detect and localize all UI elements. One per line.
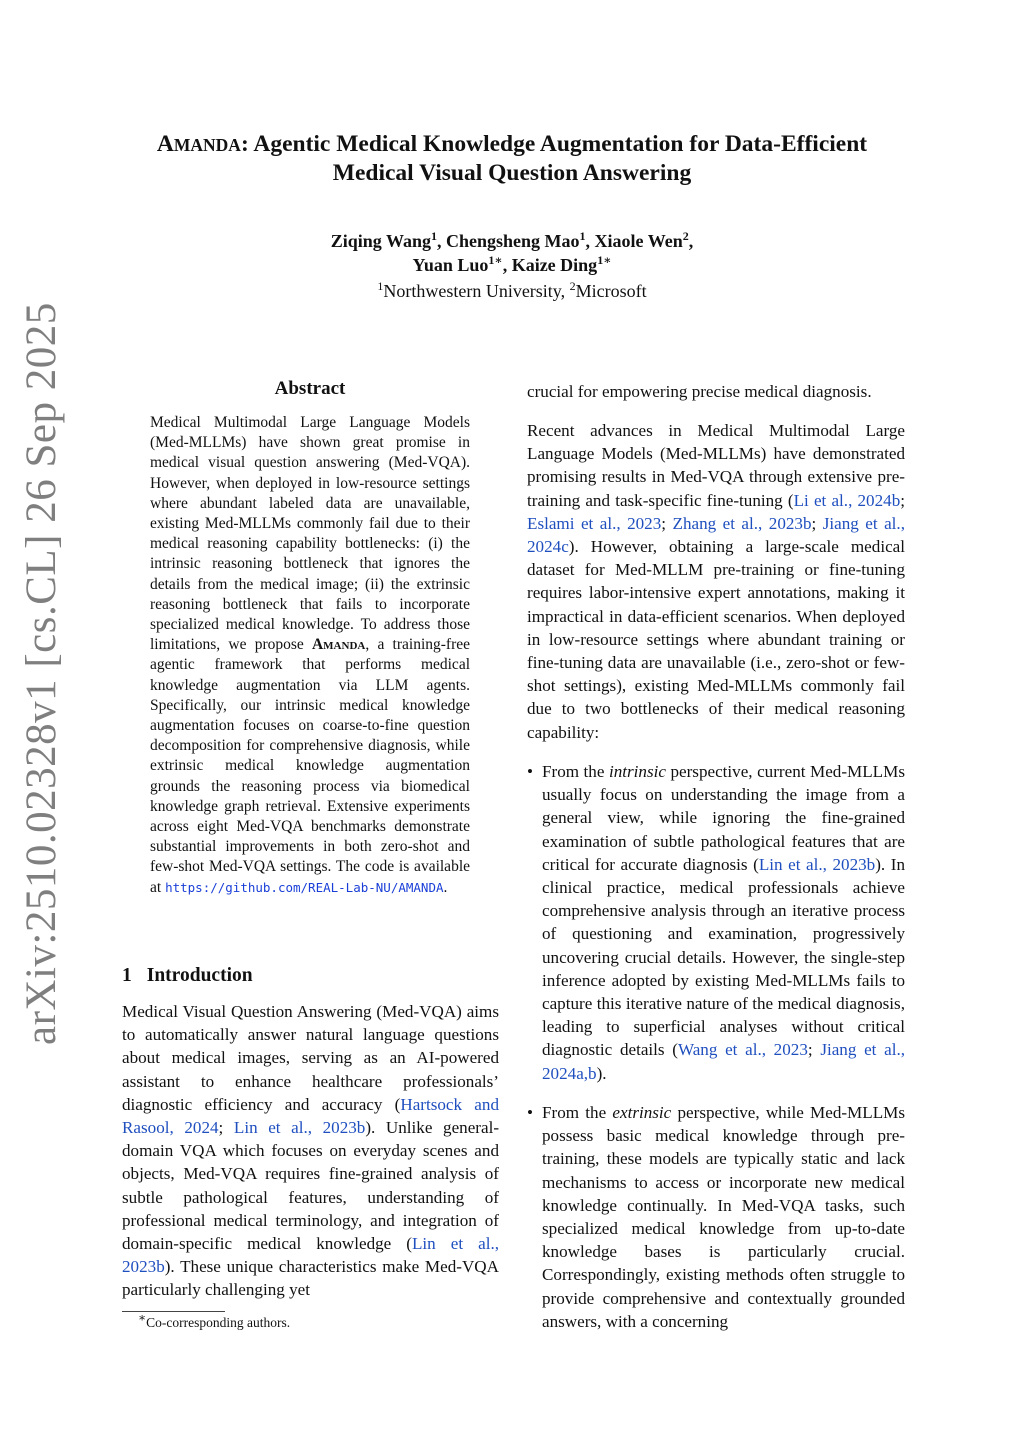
affiliation-mark: 2 (569, 279, 576, 293)
body-text: ; (807, 1040, 821, 1060)
section-heading-introduction (122, 965, 253, 987)
body-text: From the (542, 762, 609, 781)
citation-link[interactable]: Zhang et al., 2023b (672, 513, 812, 533)
abstract-heading: Abstract (274, 378, 346, 399)
body-text: perspective, current Med-MLLMs usually focus on understanding the image from a general view, while ignoring the fine-grained examination of subtle pathological features that are critical for accurate diagnosis ( (542, 762, 905, 874)
body-text: ; (811, 513, 823, 533)
section-title: Introduction (146, 965, 253, 986)
title-name-initial: A (156, 131, 174, 157)
author-name: Xiaole Wen (594, 231, 683, 251)
affiliation-name: Microsoft (575, 281, 647, 301)
citation-link[interactable]: Lin et al., 2023b (233, 1118, 366, 1138)
paper-title (110, 130, 914, 187)
section-number: 1 (122, 965, 132, 986)
method-name: Amanda (311, 636, 366, 654)
body-text: Recent advances in Medical Multimodal Large Language Models (Med-MLLMs) have demonstrated promising results in Med-VQA through extensive pre-training and task-specific fine-tuning ( (527, 421, 905, 510)
body-text: ). However, obtaining a large-scale medical dataset for Med-MLLM pre-training or fine-tuning requires labor-intensive expert annotations, making it impractical in data-efficient scenarios. When deployed in low-resource settings where abundant training or fine-tuning data are unavailable (i.e., zero-shot or few-shot settings), existing Med-MLLMs commonly fail due to two bottlenecks of their medical reasoning capability: (527, 537, 905, 742)
citation-link[interactable]: Jiang et al., 2024a,b (542, 1040, 905, 1083)
author-name: Chengsheng Mao (446, 231, 580, 251)
footnote (138, 1310, 291, 1331)
citation-link[interactable]: Lin et al., 2023b (122, 1234, 499, 1277)
affiliation-mark: 1 (431, 229, 438, 243)
emphasis-text: intrinsic (608, 762, 666, 781)
affiliation-mark: 1 (377, 279, 384, 293)
abstract-body (150, 413, 470, 898)
author-name: Ziqing Wang (330, 231, 432, 251)
citation-link[interactable]: Eslami et al., 2023 (527, 513, 662, 533)
bullet-marker: • (527, 1103, 533, 1122)
footnote-mark: ∗ (138, 1310, 147, 1325)
bullet-text (542, 1101, 905, 1333)
continued-paragraph: crucial for empowering precise medical diagnosis. (527, 382, 872, 401)
abstract-text: . (443, 878, 448, 896)
body-text: ; (661, 513, 673, 533)
body-text: ). In clinical practice, medical professionals achieve comprehensive analysis through an iterative process of questioning and examination, progressively uncovering crucial details. However, the single-step inference adopted by existing Med-MLLMs fails to capture this iterative nature of the medical diagnosis, leading to superficial analyses without critical diagnostic details ( (542, 854, 906, 1060)
body-text: ). Unlike general-domain VQA which focuses on everyday scenes and objects, Med-VQA requires fine-grained analysis of subtle pathological features, understanding of professional medical terminology, and integration of domain-specific medical knowledge ( (122, 1118, 500, 1254)
title-line1: : Agentic Medical Knowledge Augmentation for Data-Efficient (240, 131, 868, 157)
affiliation-mark: 1∗ (488, 253, 503, 267)
author-name: Kaize Ding (511, 255, 598, 275)
citation-link[interactable]: Jiang et al., 2024c (527, 513, 905, 557)
introduction-paragraph (122, 1000, 499, 1302)
affiliation-mark: 2 (682, 229, 689, 243)
code-repository-link[interactable]: https://github.com/REAL-Lab-NU/AMANDA (165, 879, 444, 895)
affiliation-mark: 1 (579, 229, 586, 243)
abstract-text: , a training-free agentic framework that performs medical knowledge augmentation via LLM agents. Specifically, our intrinsic medical knowledge augmentation focuses on coarse-to-fine question decomposition for comprehensive diagnosis, while extrinsic medical knowledge augmentation grounds the reasoning process via biomedical knowledge graph retrieval. Extensive experiments across eight Med-VQA benchmarks demonstrate substantial improvements in both zero-shot and few-shot Med-VQA settings. The code is available at (150, 636, 470, 896)
title-line2: Medical Visual Question Answering (332, 160, 692, 186)
body-text: ; (900, 490, 905, 510)
body-text: ). (596, 1063, 607, 1083)
citation-link[interactable]: Li et al., 2024b (793, 490, 901, 510)
citation-link[interactable]: Hartsock and Rasool, 2024 (122, 1094, 499, 1138)
affiliation-mark: 1∗ (597, 253, 612, 267)
related-work-paragraph (527, 419, 905, 744)
emphasis-text: extrinsic (612, 1103, 672, 1122)
affiliation-name: Northwestern University, (383, 281, 570, 301)
citation-link[interactable]: Lin et al., 2023b (758, 854, 876, 874)
affiliations (210, 279, 814, 303)
footnote-text: Co-corresponding authors. (146, 1315, 291, 1330)
arxiv-identifier-stamp: arXiv:2510.02328v1 [cs.CL] 26 Sep 2025 (18, 302, 65, 1045)
abstract-text: Medical Multimodal Large Language Models (Med-MLLMs) have shown great promise in medical visual question answering (Med-VQA). However, when deployed in low-resource settings where abundant labeled data are unavailable, existing Med-MLLMs commonly fail due to their medical reasoning capability bottlenecks: (i) the intrinsic reasoning bottleneck that ignores the details from the medical image; (ii) the extrinsic reasoning bottleneck that fails to incorporate specialized medical knowledge. To address those limitations, we propose (150, 414, 470, 654)
title-name-rest: MANDA (173, 135, 241, 155)
bullet-text (542, 760, 905, 1085)
body-text: ; (218, 1118, 234, 1138)
body-text: ). These unique characteristics make Med-VQA particularly challenging yet (122, 1257, 499, 1300)
body-text: From the (542, 1103, 613, 1122)
bullet-marker: • (527, 762, 533, 781)
citation-link[interactable]: Wang et al., 2023 (677, 1040, 808, 1060)
author-name: Yuan Luo (412, 255, 489, 275)
body-text: perspective, while Med-MLLMs possess basic medical knowledge through pre-training, these models are typically static and lack mechanisms to access or incorporate new medical knowledge continually. In Med-VQA tasks, such specialized medical knowledge from up-to-date knowledge bases is particularly crucial. Correspondingly, existing methods often struggle to provide comprehensive and contextually grounded answers, with a concerning (542, 1103, 905, 1331)
body-text: Medical Visual Question Answering (Med-VQA) aims to automatically answer natural language questions about medical images, serving as an AI-powered assistant to enhance healthcare professionals’ diagnostic efficiency and accuracy ( (122, 1002, 499, 1114)
author-list: Ziqing Wang$^1$, Chengsheng Mao$^1$, Xiaole Wen$^2$, Yuan Luo$^{1∗}$, Kaize Ding$^{1∗}$ (330, 229, 694, 275)
